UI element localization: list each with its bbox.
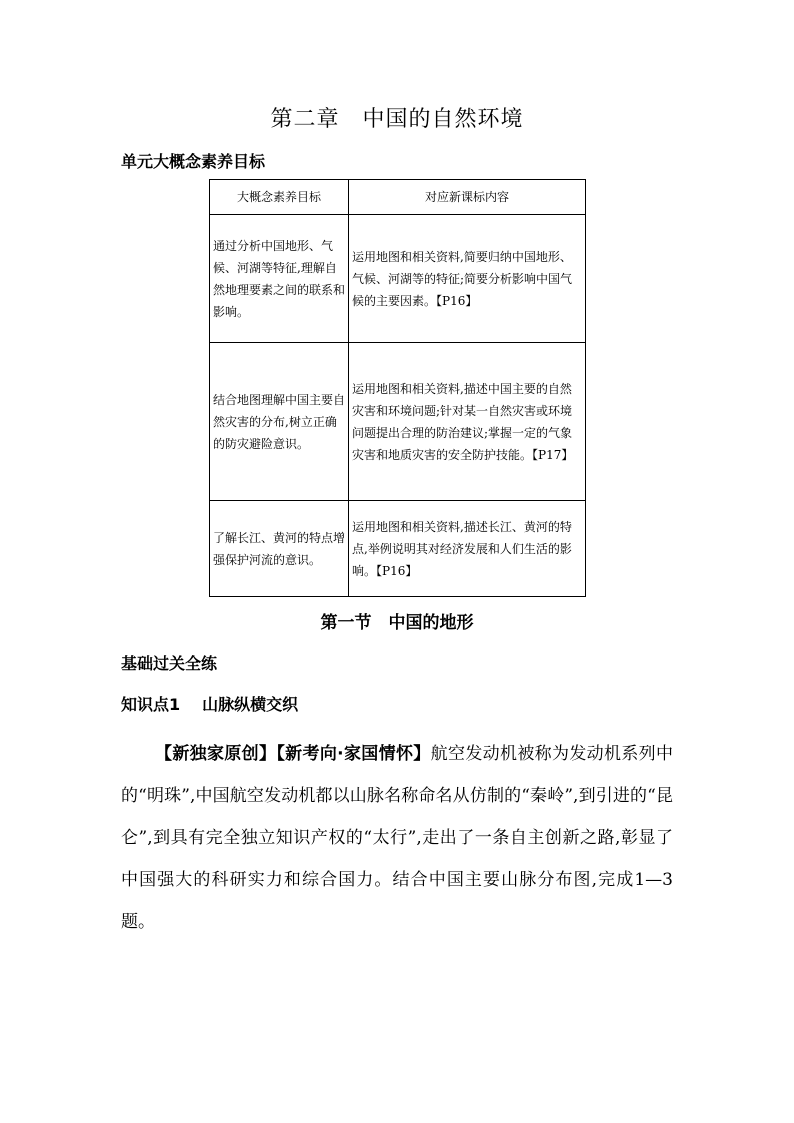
sub-heading: 基础过关全练	[121, 654, 218, 673]
section-title: 第一节 中国的地形	[320, 613, 474, 633]
knowledge-point-number: 知识点1	[121, 695, 181, 714]
knowledge-point-heading	[121, 692, 298, 715]
table-cell-standard: 运用地图和相关资料,描述长江、黄河的特点,举例说明其对经济发展和人们生活的影响。【P16】	[349, 501, 586, 597]
table-header-row	[210, 180, 586, 215]
paragraph-text: 航空发动机被称为发动机系列中的“明珠”,中国航空发动机都以山脉名称命名从仿制的“秦岭”,到引进的“昆仑”,到具有完全独立知识产权的“太行”,走出了一条自主创新之路,彰显了中国强大的科研实力和综合国力。结合中国主要山脉分布图,完成1—3题。	[121, 744, 674, 932]
table-row	[210, 215, 586, 343]
table-cell-standard: 运用地图和相关资料,描述中国主要的自然灾害和环境问题;针对某一自然灾害或环境问题提出合理的防治建议;掌握一定的气象灾害和地质灾害的安全防护技能。【P17】	[349, 343, 586, 501]
table-cell-goal: 结合地图理解中国主要自然灾害的分布,树立正确的防灾避险意识。	[210, 343, 349, 501]
goals-table	[209, 179, 586, 597]
chapter-title: 第二章 中国的自然环境	[270, 107, 524, 132]
table-header-standard: 对应新课标内容	[349, 180, 586, 215]
tag-new-direction: 【新考向·家国情怀】	[276, 744, 431, 764]
table-cell-goal: 通过分析中国地形、气候、河湖等特征,理解自然地理要素之间的联系和影响。	[210, 215, 349, 343]
tag-original: 【新独家原创】	[155, 744, 277, 764]
table-row	[210, 343, 586, 501]
unit-heading: 单元大概念素养目标	[121, 152, 266, 171]
table-header-goal: 大概念素养目标	[210, 180, 349, 215]
question-paragraph	[121, 733, 673, 943]
table-row	[210, 501, 586, 597]
knowledge-point-title: 山脉纵横交织	[202, 695, 299, 714]
table-cell-goal: 了解长江、黄河的特点增强保护河流的意识。	[210, 501, 349, 597]
table-cell-standard: 运用地图和相关资料,简要归纳中国地形、气候、河湖等的特征;简要分析影响中国气候的主要因素。【P16】	[349, 215, 586, 343]
